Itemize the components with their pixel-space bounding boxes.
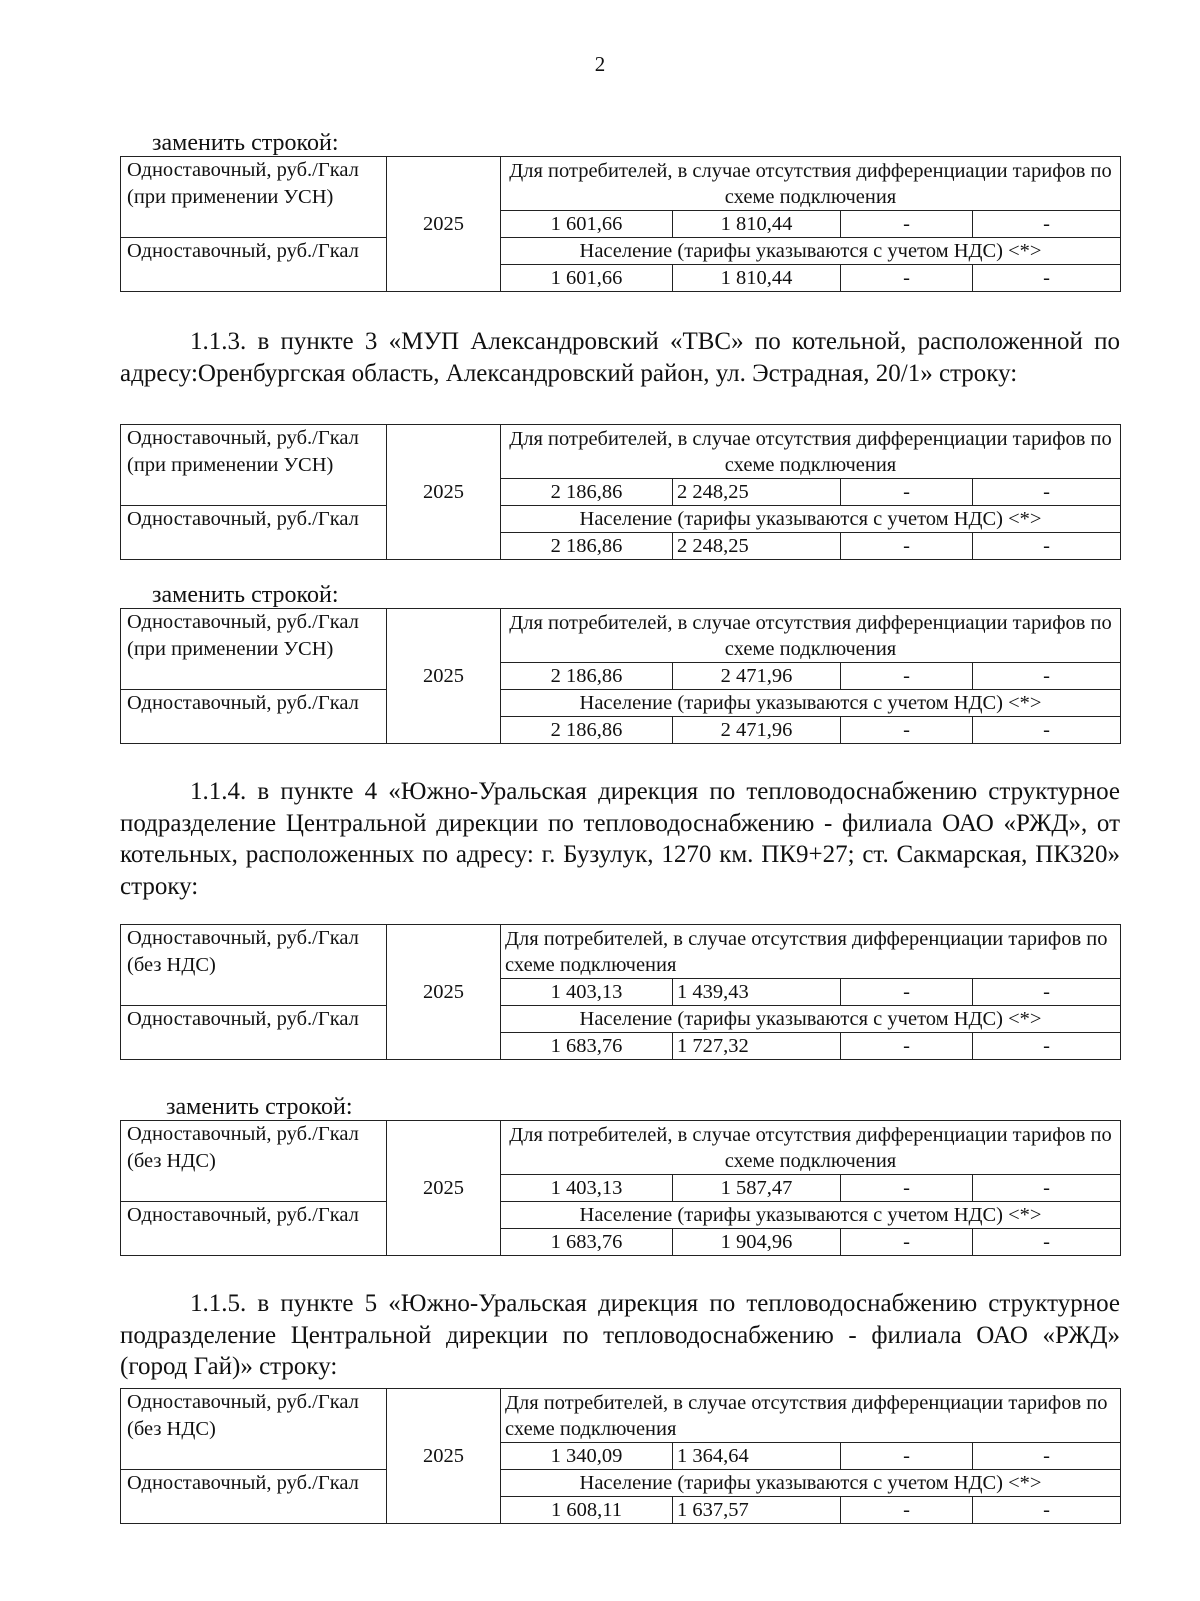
- tariff-label-plain: Одноставочный, руб./Гкал: [121, 238, 387, 292]
- dash-cell: -: [841, 265, 973, 292]
- tariff-year: 2025: [387, 1389, 501, 1524]
- tariff-year: 2025: [387, 425, 501, 560]
- dash-cell: -: [841, 479, 973, 506]
- population-header: Население (тарифы указываются с учетом НДС) <*>: [501, 506, 1121, 533]
- dash-cell: -: [973, 663, 1121, 690]
- paragraph-1-1-5: [120, 1288, 1120, 1383]
- population-header: Население (тарифы указываются с учетом НДС) <*>: [501, 690, 1121, 717]
- tariff-year: 2025: [387, 925, 501, 1060]
- value-cell: 2 186,86: [501, 533, 673, 560]
- value-cell: 1 608,11: [501, 1497, 673, 1524]
- consumers-header: Для потребителей, в случае отсутствия дифференциации тарифов по схеме подключения: [501, 157, 1121, 211]
- dash-cell: -: [841, 1229, 973, 1256]
- replace-label: заменить строкой:: [166, 1094, 353, 1120]
- tariff-year: 2025: [387, 1121, 501, 1256]
- value-cell: 2 186,86: [501, 717, 673, 744]
- value-cell: 1 904,96: [673, 1229, 841, 1256]
- population-header: Население (тарифы указываются с учетом НДС) <*>: [501, 238, 1121, 265]
- value-cell: 2 471,96: [673, 717, 841, 744]
- tariff-label-plain: Одноставочный, руб./Гкал: [121, 1006, 387, 1060]
- replace-label: заменить строкой:: [152, 130, 339, 156]
- dash-cell: -: [973, 1229, 1121, 1256]
- consumers-header: Для потребителей, в случае отсутствия дифференциации тарифов по схеме подключения: [501, 925, 1121, 979]
- tariff-label-plain: Одноставочный, руб./Гкал: [121, 690, 387, 744]
- population-header: Население (тарифы указываются с учетом НДС) <*>: [501, 1202, 1121, 1229]
- paragraph-1-1-4: [120, 776, 1120, 902]
- tariff-label-no-vat: Одноставочный, руб./Гкал (без НДС): [121, 925, 387, 1006]
- tariff-table-1: [120, 156, 1121, 292]
- value-cell: 2 248,25: [673, 533, 841, 560]
- dash-cell: -: [973, 1175, 1121, 1202]
- value-cell: 2 248,25: [673, 479, 841, 506]
- value-cell: 1 364,64: [673, 1443, 841, 1470]
- paragraph-1-1-3: [120, 326, 1120, 389]
- dash-cell: -: [973, 265, 1121, 292]
- value-cell: 1 439,43: [673, 979, 841, 1006]
- tariff-label-no-vat: Одноставочный, руб./Гкал (без НДС): [121, 1389, 387, 1470]
- dash-cell: -: [841, 979, 973, 1006]
- replacement-block-3: [120, 1094, 1120, 1256]
- consumers-header: Для потребителей, в случае отсутствия дифференциации тарифов по схеме подключения: [501, 1389, 1121, 1443]
- tariff-label-usn: Одноставочный, руб./Гкал (при применении УСН): [121, 157, 387, 238]
- original-block-1-1-3: [120, 424, 1120, 560]
- value-cell: 1 683,76: [501, 1033, 673, 1060]
- dash-cell: -: [841, 663, 973, 690]
- dash-cell: -: [973, 1033, 1121, 1060]
- dash-cell: -: [841, 1443, 973, 1470]
- value-cell: 1 601,66: [501, 211, 673, 238]
- dash-cell: -: [841, 1497, 973, 1524]
- value-cell: 1 403,13: [501, 1175, 673, 1202]
- value-cell: 1 683,76: [501, 1229, 673, 1256]
- dash-cell: -: [973, 479, 1121, 506]
- population-header: Население (тарифы указываются с учетом НДС) <*>: [501, 1470, 1121, 1497]
- tariff-label-plain: Одноставочный, руб./Гкал: [121, 506, 387, 560]
- value-cell: 1 727,32: [673, 1033, 841, 1060]
- dash-cell: -: [841, 1033, 973, 1060]
- value-cell: 1 601,66: [501, 265, 673, 292]
- paragraph-text: 1.1.5. в пункте 5 «Южно-Уральская дирекция по тепловодоснабжению структурное подразделение Центральной дирекции по тепловодоснабжению - филиала ОАО «РЖД» (город Гай)» строку:: [120, 1290, 1120, 1380]
- value-cell: 1 637,57: [673, 1497, 841, 1524]
- replacement-block-2: [120, 582, 1120, 744]
- value-cell: 1 810,44: [673, 211, 841, 238]
- dash-cell: -: [973, 533, 1121, 560]
- value-cell: 1 403,13: [501, 979, 673, 1006]
- value-cell: 1 810,44: [673, 265, 841, 292]
- tariff-label-no-vat: Одноставочный, руб./Гкал (без НДС): [121, 1121, 387, 1202]
- page-number: 2: [594, 52, 606, 76]
- consumers-header: Для потребителей, в случае отсутствия дифференциации тарифов по схеме подключения: [501, 425, 1121, 479]
- paragraph-text: 1.1.3. в пункте 3 «МУП Александровский «ТВС» по котельной, расположенной по адресу:Оренбургская область, Александровский район, ул. Эстрадная, 20/1» строку:: [120, 328, 1120, 387]
- dash-cell: -: [973, 1443, 1121, 1470]
- replace-label: заменить строкой:: [152, 582, 339, 608]
- dash-cell: -: [973, 211, 1121, 238]
- consumers-header: Для потребителей, в случае отсутствия дифференциации тарифов по схеме подключения: [501, 609, 1121, 663]
- dash-cell: -: [841, 211, 973, 238]
- dash-cell: -: [973, 979, 1121, 1006]
- tariff-label-usn: Одноставочный, руб./Гкал (при применении УСН): [121, 425, 387, 506]
- tariff-table-4: [120, 924, 1121, 1060]
- value-cell: 2 471,96: [673, 663, 841, 690]
- tariff-table-3: [120, 608, 1121, 744]
- tariff-label-plain: Одноставочный, руб./Гкал: [121, 1202, 387, 1256]
- tariff-label-usn: Одноставочный, руб./Гкал (при применении УСН): [121, 609, 387, 690]
- population-header: Население (тарифы указываются с учетом НДС) <*>: [501, 1006, 1121, 1033]
- value-cell: 2 186,86: [501, 479, 673, 506]
- tariff-table-2: [120, 424, 1121, 560]
- value-cell: 1 340,09: [501, 1443, 673, 1470]
- original-block-1-1-4: [120, 924, 1120, 1060]
- consumers-header: Для потребителей, в случае отсутствия дифференциации тарифов по схеме подключения: [501, 1121, 1121, 1175]
- tariff-year: 2025: [387, 157, 501, 292]
- original-block-1-1-5: [120, 1388, 1120, 1524]
- dash-cell: -: [841, 1175, 973, 1202]
- value-cell: 2 186,86: [501, 663, 673, 690]
- tariff-table-6: [120, 1388, 1121, 1524]
- dash-cell: -: [973, 717, 1121, 744]
- paragraph-text: 1.1.4. в пункте 4 «Южно-Уральская дирекция по тепловодоснабжению структурное подразделение Центральной дирекции по тепловодоснабжению - филиала ОАО «РЖД», от котельных, расположенных по адресу: г. Бузулук, 1270 км. ПК9+27; ст. Сакмарская, ПК320» строку:: [120, 778, 1120, 900]
- dash-cell: -: [841, 717, 973, 744]
- dash-cell: -: [841, 533, 973, 560]
- replacement-block-1: [120, 130, 1120, 292]
- value-cell: 1 587,47: [673, 1175, 841, 1202]
- tariff-table-5: [120, 1120, 1121, 1256]
- tariff-label-plain: Одноставочный, руб./Гкал: [121, 1470, 387, 1524]
- tariff-year: 2025: [387, 609, 501, 744]
- dash-cell: -: [973, 1497, 1121, 1524]
